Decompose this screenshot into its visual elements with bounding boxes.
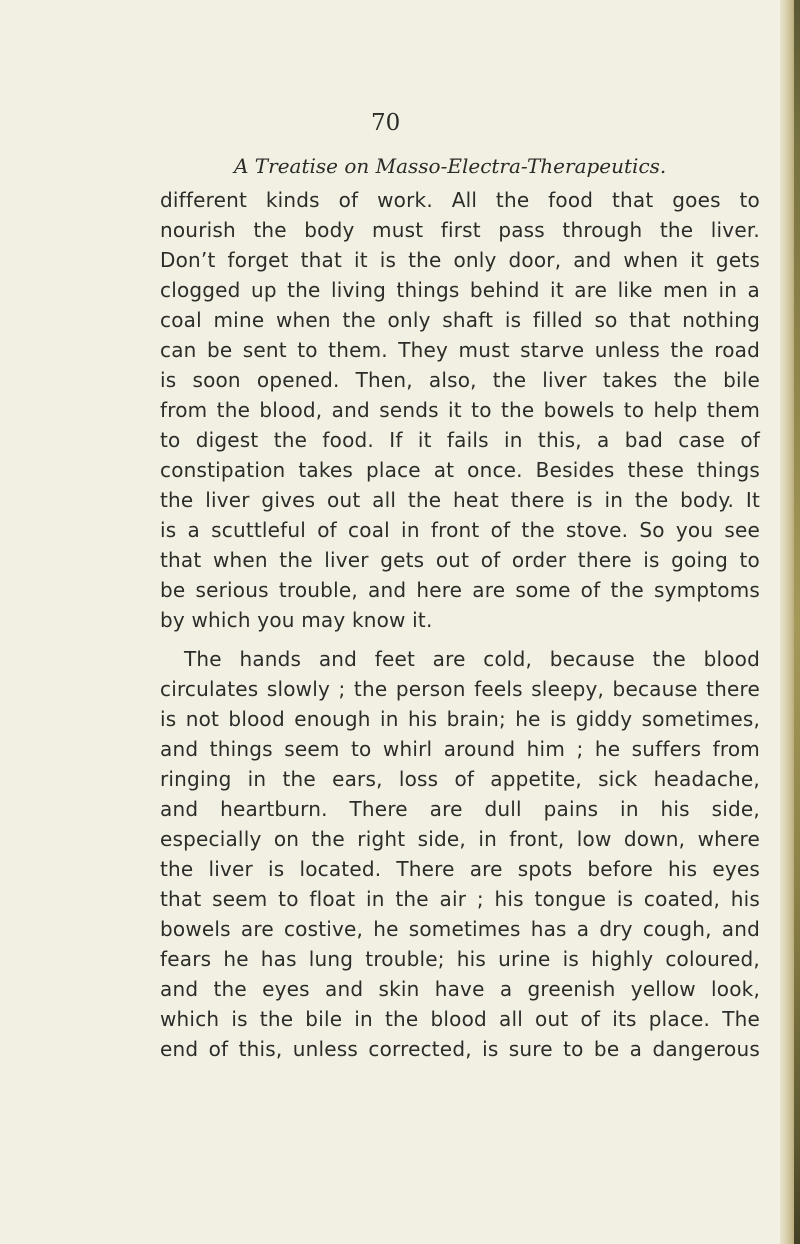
body-text bbox=[160, 180, 760, 1064]
text-line: the liver is located. There are spots before his eyes bbox=[160, 857, 760, 881]
running-title: A Treatise on Masso-Electra-Therapeutics. bbox=[234, 154, 667, 178]
text-line: clogged up the living things behind it are like men in a bbox=[160, 278, 760, 302]
text-line: is a scuttleful of coal in front of the stove. So you see bbox=[160, 518, 760, 542]
text-line: ringing in the ears, loss of appetite, sick headache, bbox=[160, 767, 760, 791]
text-line: is not blood enough in his brain; he is giddy sometimes, bbox=[160, 707, 760, 731]
text-line: constipation takes place at once. Besides these things bbox=[160, 458, 760, 482]
text-line: and the eyes and skin have a greenish yellow look, bbox=[160, 977, 760, 1001]
text-line: circulates slowly ; the person feels sleepy, because there bbox=[160, 677, 760, 701]
text-line: to digest the food. If it fails in this, a bad case of bbox=[160, 428, 760, 452]
text-line: the liver gives out all the heat there is in the body. It bbox=[160, 488, 760, 512]
text-line: that when the liver gets out of order there is going to bbox=[160, 548, 760, 572]
text-line: bowels are costive, he sometimes has a dry cough, and bbox=[160, 917, 760, 941]
text-line: and heartburn. There are dull pains in his side, bbox=[160, 797, 760, 821]
text-line: especially on the right side, in front, low down, where bbox=[160, 827, 760, 851]
text-line: different kinds of work. All the food that goes to bbox=[160, 188, 760, 212]
paragraph-2 bbox=[160, 644, 760, 1064]
text-line: can be sent to them. They must starve unless the road bbox=[160, 338, 760, 362]
text-line: nourish the body must first pass through the liver. bbox=[160, 218, 760, 242]
text-line: from the blood, and sends it to the bowels to help them bbox=[160, 398, 760, 422]
text-line: and things seem to whirl around him ; he suffers from bbox=[160, 737, 760, 761]
text-line: fears he has lung trouble; his urine is highly coloured, bbox=[160, 947, 760, 971]
binding-edge bbox=[794, 0, 800, 1244]
text-line: that seem to float in the air ; his tongue is coated, his bbox=[160, 887, 760, 911]
page-number: 70 bbox=[371, 110, 401, 136]
paragraph-1 bbox=[160, 185, 760, 635]
text-line: be serious trouble, and here are some of the symptoms bbox=[160, 578, 760, 602]
text-line: which is the bile in the blood all out of its place. The bbox=[160, 1007, 760, 1031]
text-line: coal mine when the only shaft is filled so that nothing bbox=[160, 308, 760, 332]
text-line-last: by which you may know it. bbox=[160, 608, 433, 632]
text-line: is soon opened. Then, also, the liver takes the bile bbox=[160, 368, 760, 392]
text-line: end of this, unless corrected, is sure to be a dangerous bbox=[160, 1037, 760, 1061]
text-line: Don’t forget that it is the only door, and when it gets bbox=[160, 248, 760, 272]
text-line-indented: The hands and feet are cold, because the blood bbox=[184, 647, 760, 671]
